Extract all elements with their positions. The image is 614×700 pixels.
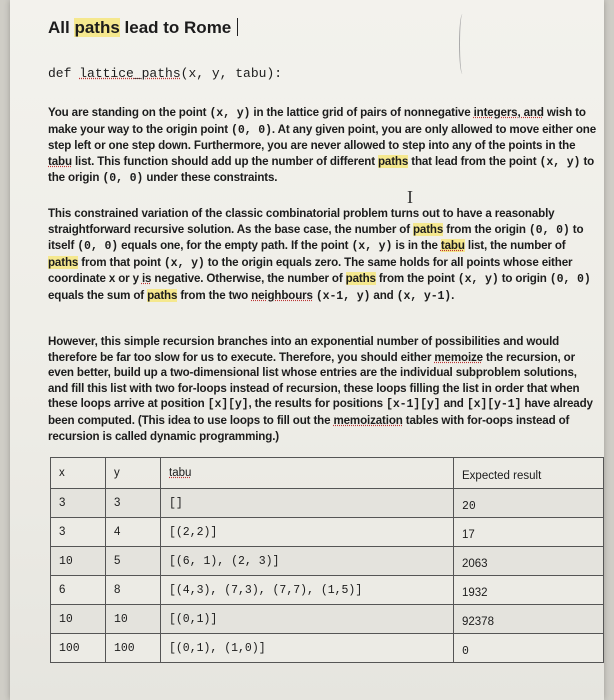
pen-mark	[459, 14, 466, 74]
header-expected-result: Expected result	[454, 458, 604, 489]
text-cursor	[237, 18, 238, 36]
paragraph-dynamic-programming: However, this simple recursion branches into an exponential number of possibilities and would therefore be far too slow for us to execute. Therefore, you should either memoize the recursion, or even better, build up a two-dimensional list whose entries are the individual subproblem solutions, and fill this list with two for-loops instead of recursion, these loops filling the list in order that when these loops arrive at position [x][y], the results for positions [x-1][y] and [x][y-1] have already been computed. (This idea to use loops to fill out the memoization tables with for-oops instead of recursion is called dynamic programming.)	[48, 335, 593, 443]
function-name: lattice_paths	[79, 66, 181, 81]
header-x: x	[51, 458, 106, 489]
table-row: 100 100 [(0,1), (1,0)] 0	[51, 634, 604, 663]
table-row: 3 3 [] 20	[51, 489, 604, 518]
table-row: 6 8 [(4,3), (7,3), (7,7), (1,5)] 1932	[51, 576, 604, 605]
function-signature: def lattice_paths(x, y, tabu):	[48, 66, 283, 81]
title-text: All paths lead to Rome	[48, 18, 232, 37]
page-title[interactable]	[48, 18, 238, 38]
ibeam-cursor-icon: I	[407, 187, 413, 207]
table-row: 10 10 [(0,1)] 92378	[51, 605, 604, 634]
table-row: 10 5 [(6, 1), (2, 3)] 2063	[51, 547, 604, 576]
table-header-row	[51, 458, 604, 489]
header-y: y	[106, 458, 161, 489]
header-tabu: tabu	[161, 458, 454, 489]
document-page	[10, 0, 604, 700]
table-row: 3 4 [(2,2)] 17	[51, 518, 604, 547]
paragraph-recursion: This constrained variation of the classic combinatorial problem turns out to have a reasonably straightforward recursive solution. As the base case, the number of paths from the origin (0, 0) to itself (0, 0) equals one, for the empty path. If the point (x, y) is in the tabu list, the number of paths from that point (x, y) to the origin equals zero. The same holds for all points whose either coordinate x or y is negative. Otherwise, the number of paths from the point (x, y) to origin (0, 0) equals the sum of paths from the two neighbours (x-1, y) and (x, y-1).	[48, 207, 591, 303]
examples-table	[50, 457, 604, 663]
function-args: (x, y, tabu):	[180, 66, 283, 81]
paragraph-intro: You are standing on the point (x, y) in the lattice grid of pairs of nonnegative integers, and wish to make your way to the origin point (0, 0). At any given point, you are only allowed to move either one step left or one step down. Furthermore, you are never allowed to step into any of the points in the tabu list. This function should add up the number of different paths that lead from the point (x, y) to the origin (0, 0) under these constraints.	[48, 106, 597, 186]
